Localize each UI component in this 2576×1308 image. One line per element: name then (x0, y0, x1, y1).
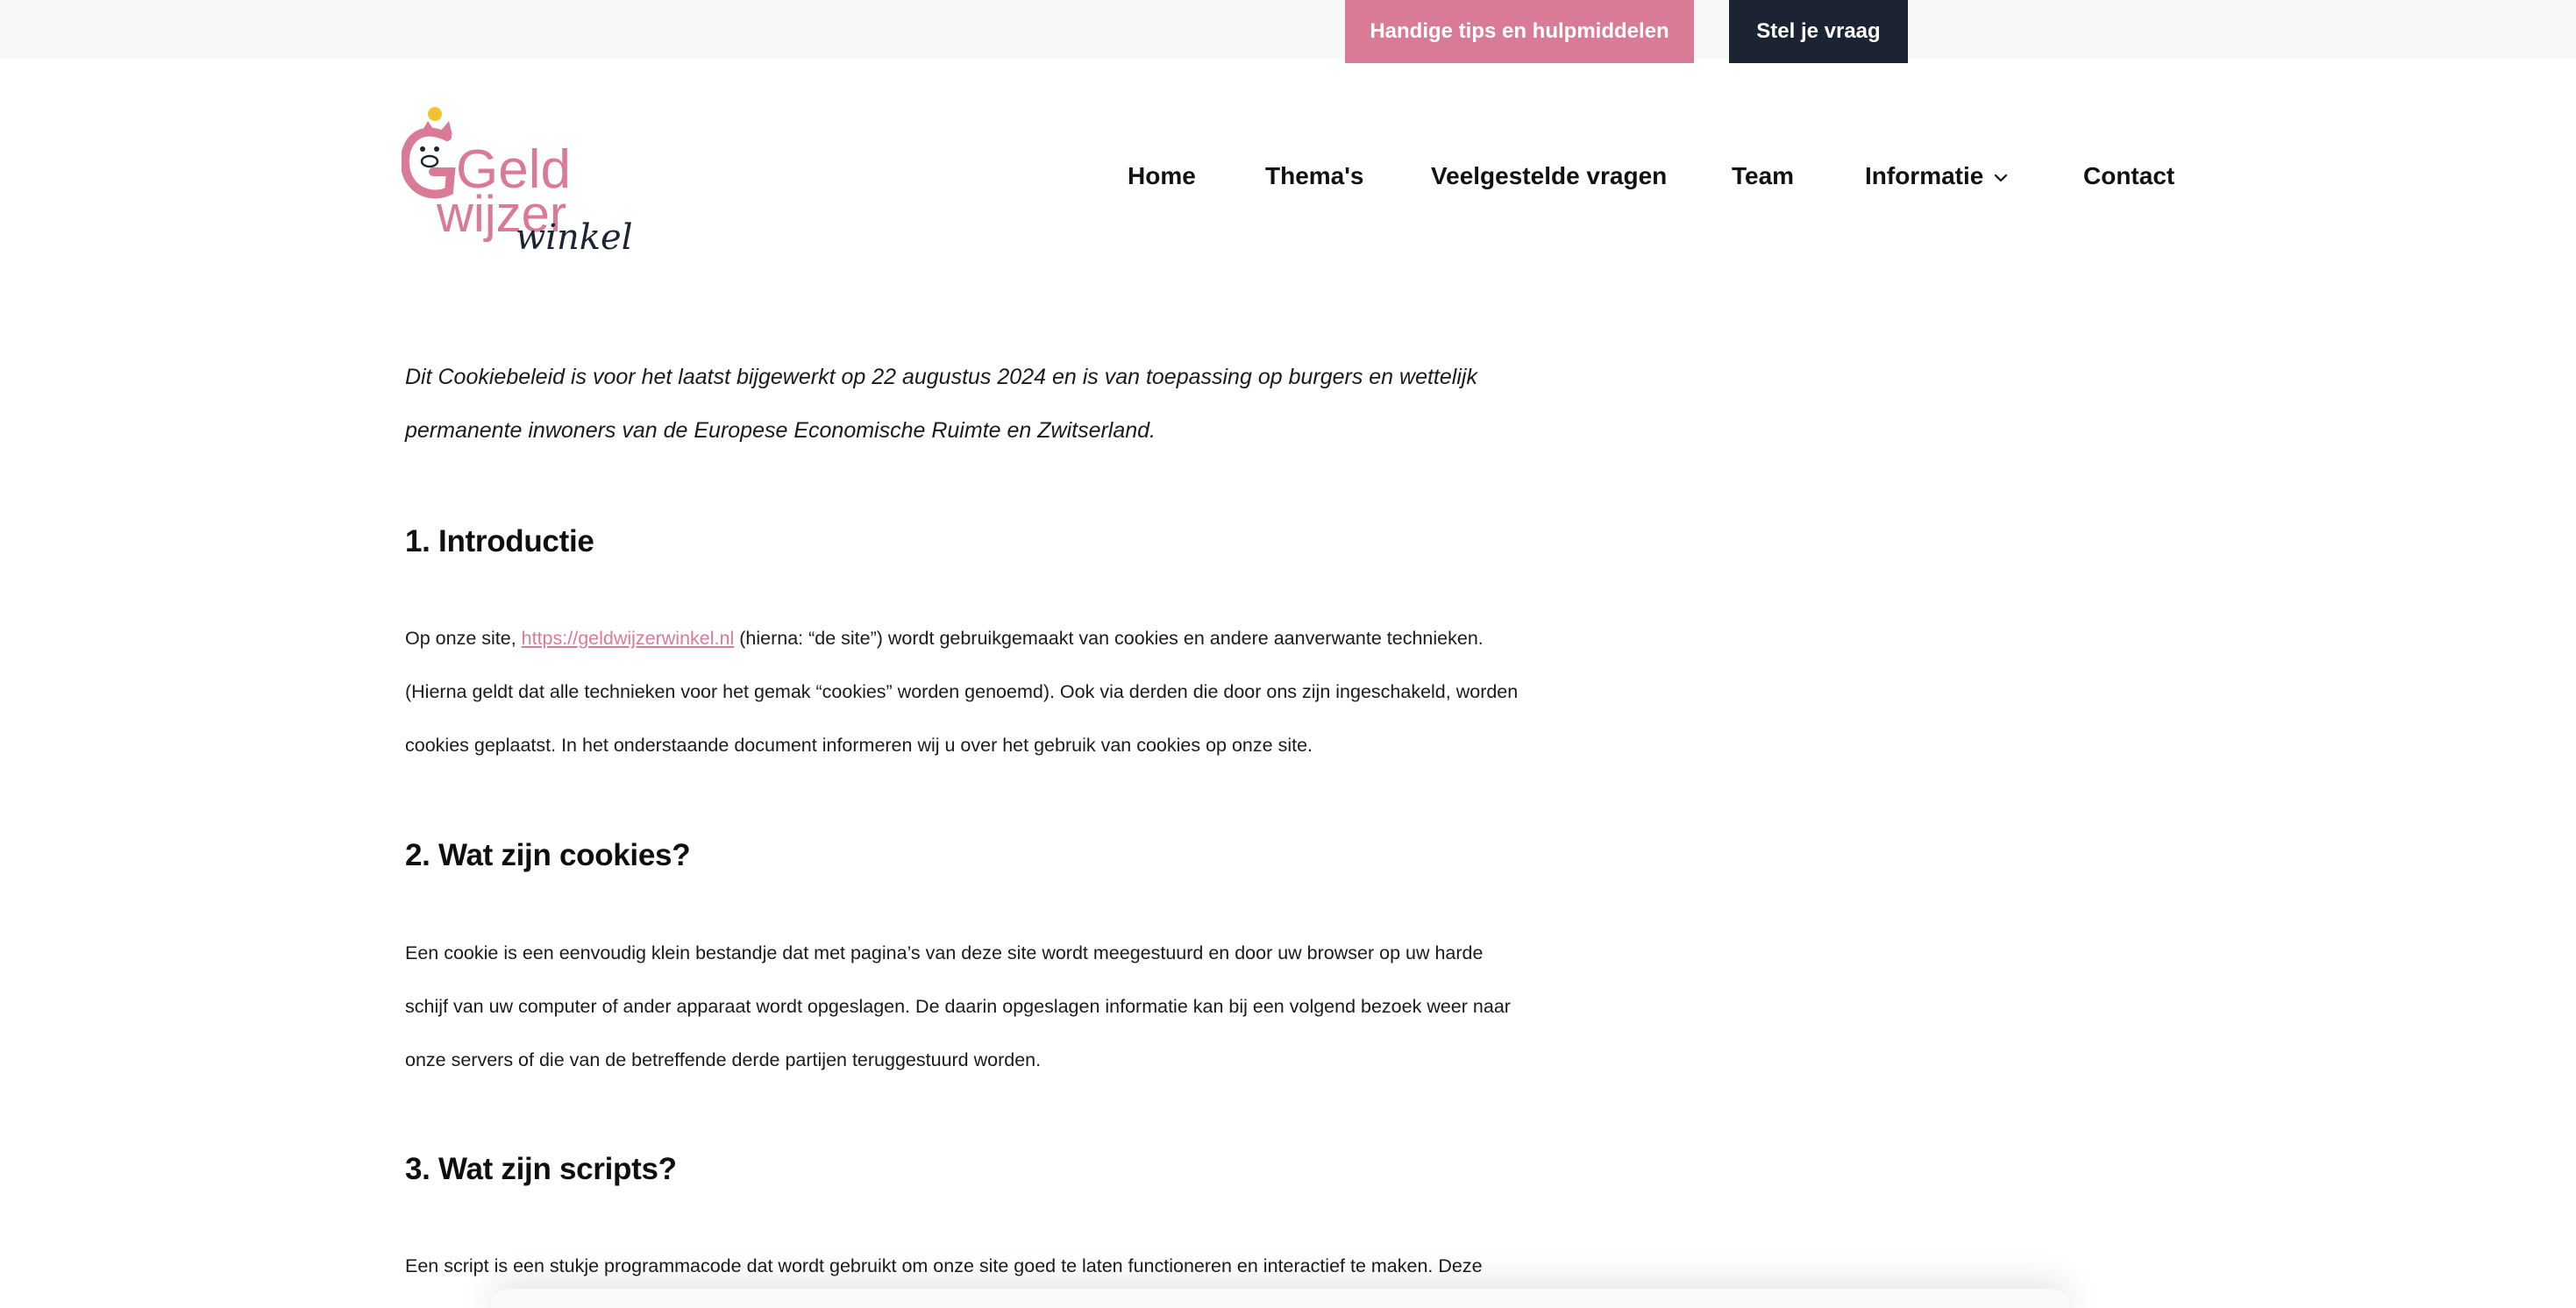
intro-line: permanente inwoners van de Europese Economische Ruimte en Zwitserland. (405, 418, 1156, 443)
nav-item-themas[interactable]: Thema's (1265, 162, 1364, 189)
cookie-policy-content (405, 351, 1536, 1276)
paragraph-line (405, 612, 1518, 665)
nav-item-informatie-label: Informatie (1865, 162, 1984, 189)
section-paragraph-cookies (405, 927, 1511, 1087)
paragraph-line: cookies geplaatst. In het onderstaande document informeren wij u over het gebruik van cookies op onze site. (405, 735, 1313, 756)
section-heading-scripts: 3. Wat zijn scripts? (405, 1152, 677, 1186)
ask-question-button[interactable]: Stel je vraag (1729, 0, 1908, 63)
site-link[interactable]: https://geldwijzerwinkel.nl (521, 628, 735, 649)
section-heading-introductie: 1. Introductie (405, 524, 594, 558)
cookie-banner-edge (491, 1289, 2069, 1308)
nav-item-home[interactable]: Home (1128, 162, 1196, 189)
logo-word-2: wijzer (437, 186, 567, 243)
policy-intro (405, 351, 1536, 458)
paragraph-line: (Hierna geldt dat alle technieken voor het gemak “cookies” worden genoemd). Ook via derden die door ons zijn ingeschakeld, worden (405, 681, 1519, 702)
tips-button[interactable]: Handige tips en hulpmiddelen (1345, 0, 1694, 63)
section-heading-cookies: 2. Wat zijn cookies? (405, 838, 691, 872)
nav-item-team[interactable]: Team (1732, 162, 1795, 189)
section-paragraph-introductie (405, 612, 1518, 772)
nav-item-veelgestelde-vragen[interactable]: Veelgestelde vragen (1431, 162, 1668, 189)
paragraph-text: (hierna: “de site”) wordt gebruikgemaakt van cookies en andere aanverwante technieken. (734, 628, 1484, 649)
intro-line: Dit Cookiebeleid is voor het laatst bijgewerkt op 22 augustus 2024 en is van toepassing op burgers en wettelijk (405, 365, 1477, 389)
coin-icon (428, 107, 442, 121)
utility-bar (0, 0, 2576, 59)
section-paragraph-scripts (405, 1240, 1483, 1293)
main-navigation (0, 154, 2576, 198)
paragraph-line: onze servers of die van de betreffende derde partijen teruggestuurd worden. (405, 1049, 1042, 1070)
paragraph-line: schijf van uw computer of ander apparaat wordt opgeslagen. De daarin opgeslagen informatie kan bij een volgend bezoek weer naar (405, 996, 1511, 1017)
paragraph-line: Een script is een stukje programmacode dat wordt gebruikt om onze site goed te laten functioneren en interactief te maken. Deze (405, 1255, 1483, 1276)
paragraph-text: Op onze site, (405, 628, 522, 649)
paragraph-line: Een cookie is een eenvoudig klein bestandje dat met pagina’s van deze site wordt meegestuurd en door uw browser op uw harde (405, 942, 1484, 963)
nav-item-informatie[interactable] (1865, 154, 2008, 200)
nav-item-contact[interactable]: Contact (2083, 162, 2175, 189)
chevron-down-icon (1994, 153, 2008, 197)
logo-word-1: Geld (456, 139, 571, 200)
logo-word-3: winkel (516, 217, 633, 252)
